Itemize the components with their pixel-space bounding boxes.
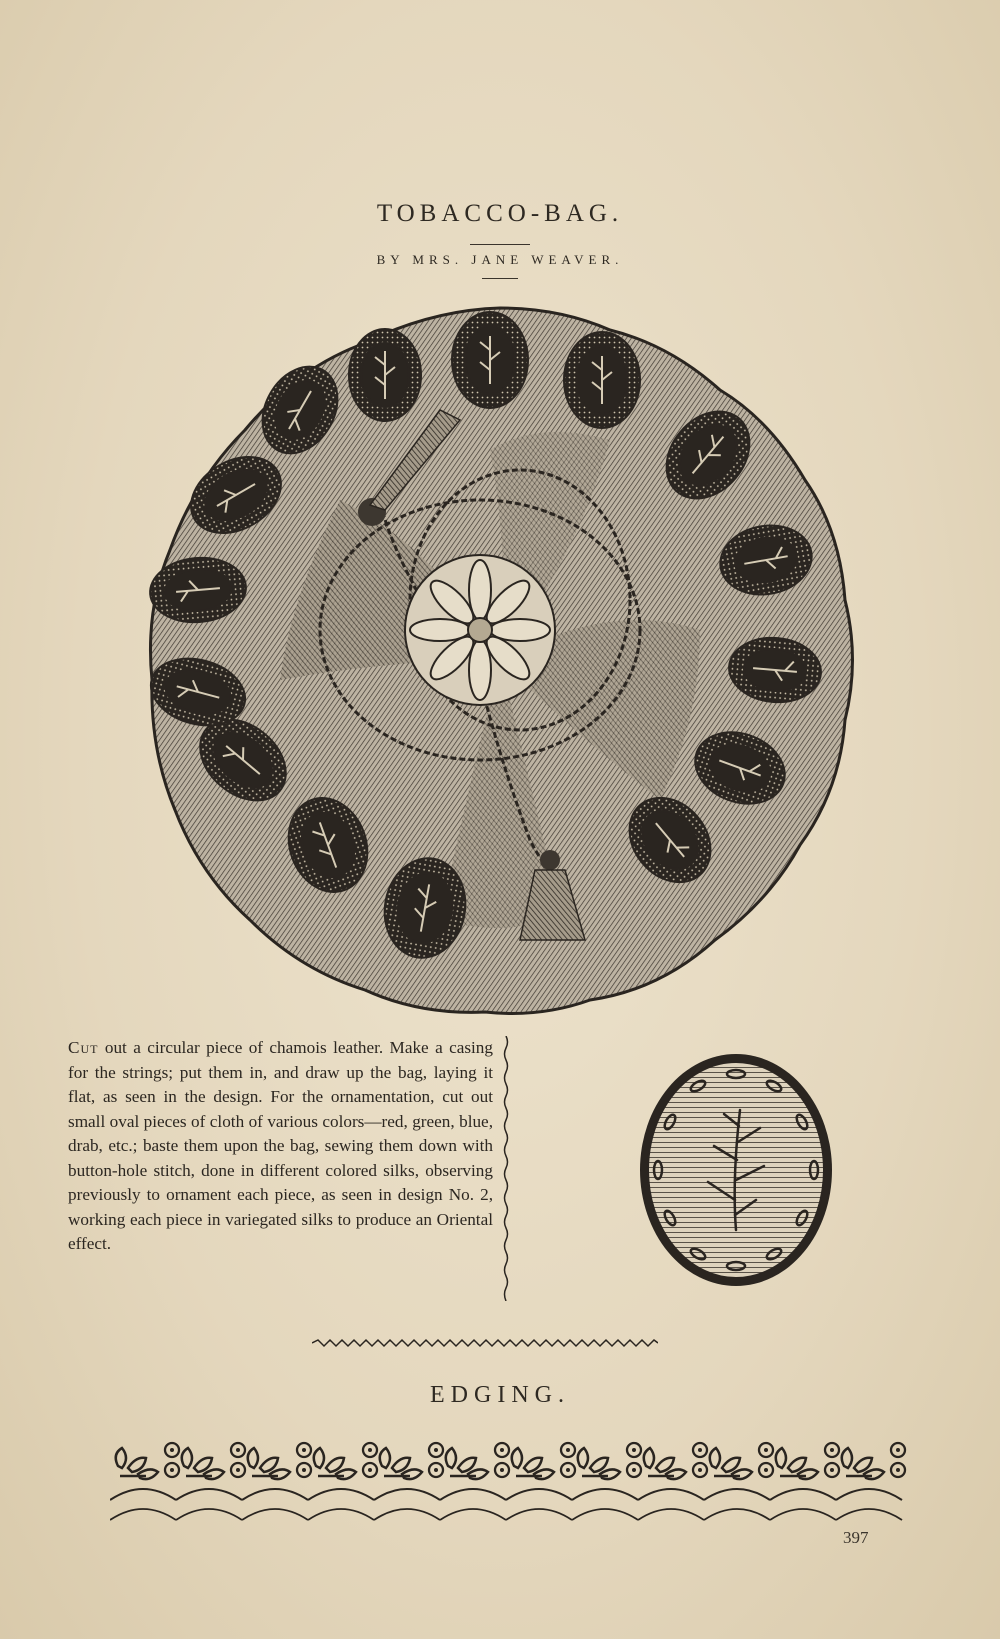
- section-divider: [312, 1336, 658, 1350]
- tobacco-bag-illustration: [140, 300, 860, 1020]
- article-title: TOBACCO-BAG.: [376, 200, 624, 227]
- body-initial-word: Cut: [68, 1038, 99, 1057]
- center-rosette: [405, 555, 555, 705]
- byline-rule: [482, 278, 518, 279]
- page-number: 397: [843, 1528, 869, 1547]
- edging-pattern-illustration: [110, 1428, 910, 1533]
- article-byline: BY MRS. JANE WEAVER.: [376, 252, 624, 267]
- body-text-content: out a circular piece of chamois leather. Make a casing for the strings; put them in, and draw up the bag, laying it flat, as seen in the design. For the ornamentation, cut out small oval pieces of cloth of various colors—red, green, blue, drab, etc.; baste them upon the bag, sewing them down with button-hole stitch, done in different colored silks, observing previously to ornament each piece, as seen in design No. 2, working each piece in variegated silks to produce an Oriental effect.: [68, 1038, 493, 1253]
- edging-title: EDGING.: [430, 1382, 570, 1408]
- article-body: [68, 1036, 493, 1257]
- text-wavy-border: [501, 1036, 511, 1301]
- title-rule: [470, 244, 530, 245]
- oval-ornament-detail: [636, 1050, 836, 1290]
